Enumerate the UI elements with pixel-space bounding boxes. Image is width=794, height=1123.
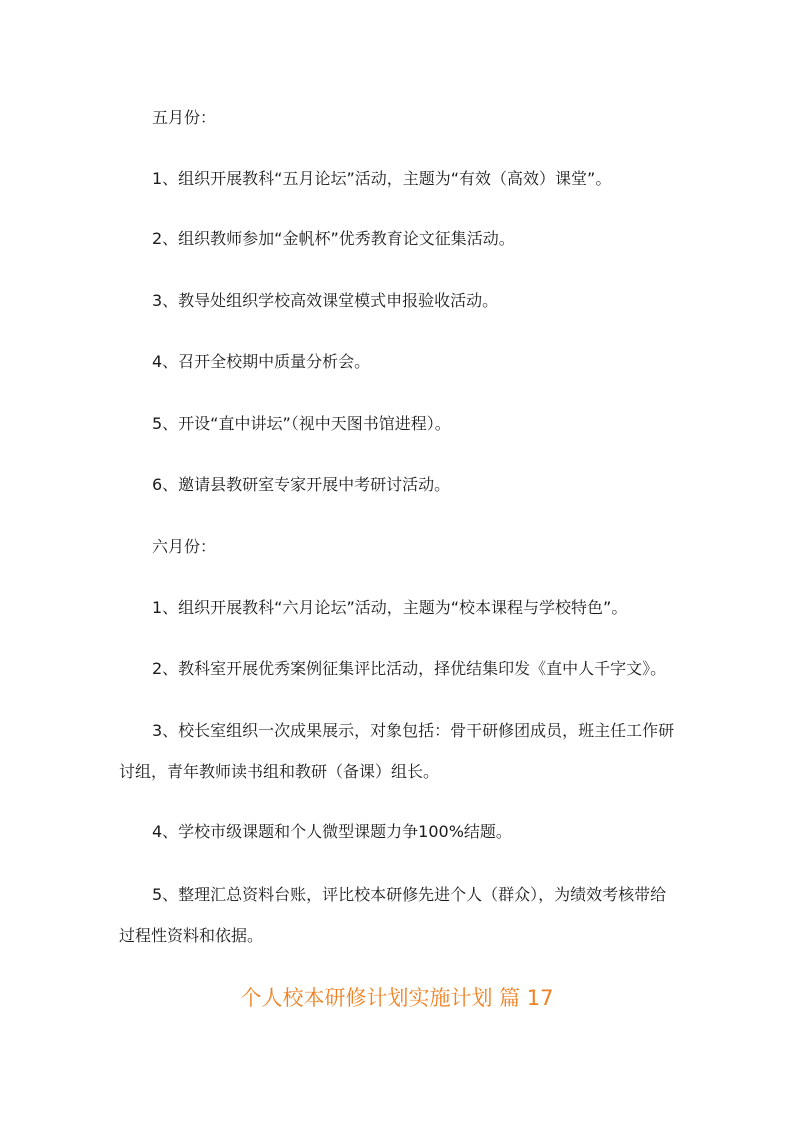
month-heading-june: 六月份： xyxy=(152,537,217,556)
list-item: 4、召开全校期中质量分析会。 xyxy=(152,352,371,371)
list-item: 5、整理汇总资料台账，评比校本研修先进个人（群众），为绩效考核带给过程性资料和依据。 xyxy=(119,885,667,945)
list-item: 1、组织开展教科“六月论坛”活动，主题为“校本课程与学校特色”。 xyxy=(152,598,628,617)
list-item: 1、组织开展教科“五月论坛”活动，主题为“有效（高效）课堂”。 xyxy=(152,169,612,188)
list-item: 4、学校市级课题和个人微型课题力争100%结题。 xyxy=(152,822,512,841)
list-item: 2、组织教师参加“金帆杯”优秀教育论文征集活动。 xyxy=(152,229,515,248)
section-heading: 个人校本研修计划实施计划 篇 17 xyxy=(240,986,554,1010)
list-item: 3、教导处组织学校高效课堂模式申报验收活动。 xyxy=(152,291,499,310)
list-item: 5、开设“直中讲坛”（视中天图书馆进程）。 xyxy=(152,414,451,433)
list-item: 2、教科室开展优秀案例征集评比活动，择优结集印发《直中人千字文》。 xyxy=(152,659,667,678)
list-item: 6、邀请县教研室专家开展中考研讨活动。 xyxy=(152,475,451,494)
list-item: 3、校长室组织一次成果展示，对象包括：骨干研修团成员，班主任工作研讨组，青年教师读书组和教研（备课）组长。 xyxy=(119,721,675,781)
month-heading-may: 五月份： xyxy=(152,108,217,127)
